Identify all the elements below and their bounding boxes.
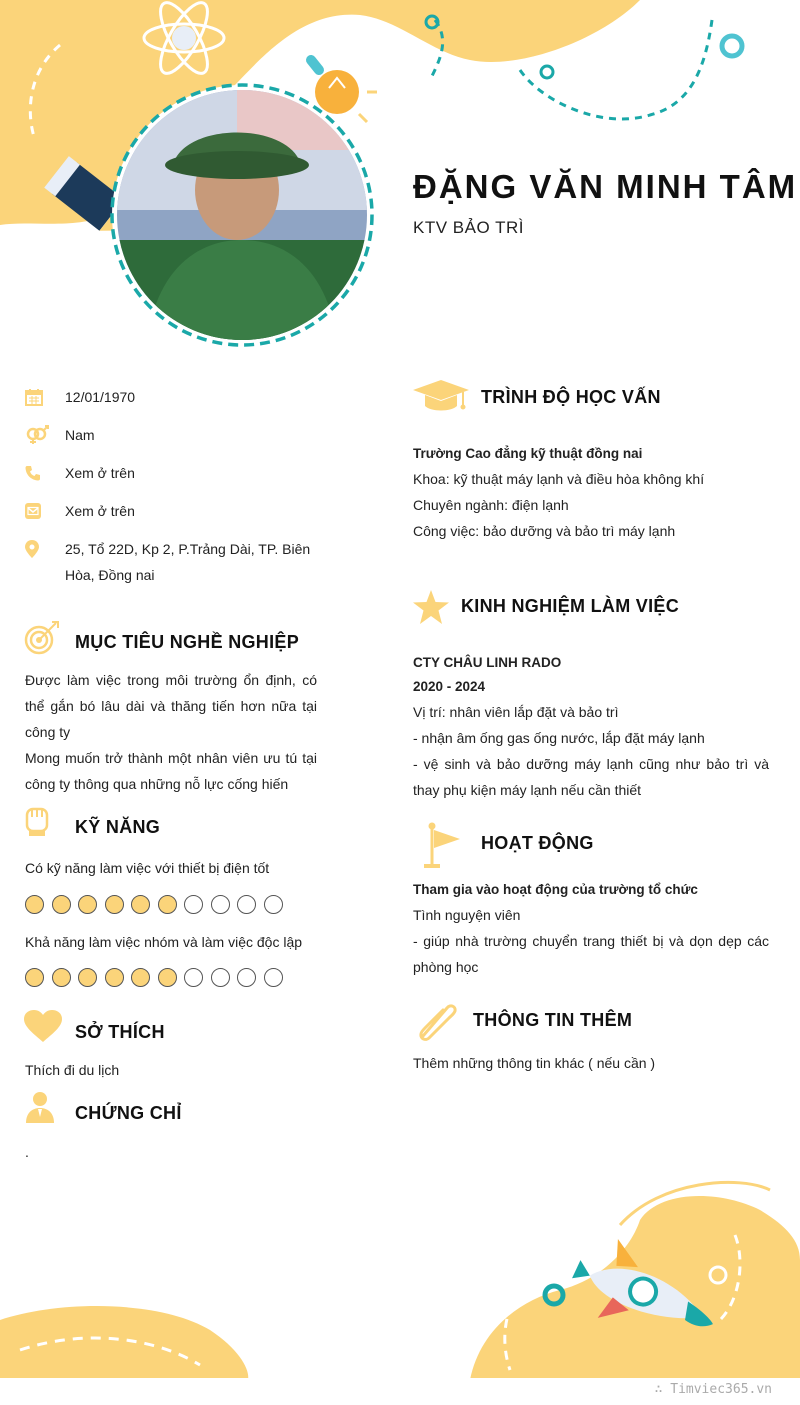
footer-brand[interactable] (655, 1382, 772, 1397)
certificates-title: CHỨNG CHỈ (75, 1103, 182, 1123)
graduation-cap-icon (413, 380, 469, 419)
brand-label: Timviec365.vn (670, 1382, 772, 1397)
gender-icon (25, 422, 65, 448)
phone-value: Xem ở trên (65, 465, 135, 481)
rating-dot-empty (264, 968, 283, 987)
experience-period: 2020 - 2024 (413, 679, 486, 694)
certificates-text: . (25, 1144, 29, 1160)
phone-icon (25, 460, 65, 486)
flag-icon (420, 822, 462, 875)
location-pin-icon (25, 536, 65, 588)
job-title: KTV BẢO TRÌ (413, 218, 524, 237)
objective-text-1: Được làm việc trong môi trường ổn định, có thể gắn bó lâu dài và thăng tiến hơn nữa tại công ty (25, 672, 317, 740)
person-icon (26, 1091, 54, 1128)
dots-icon: ∴ (654, 1382, 671, 1397)
rating-dot-empty (211, 895, 230, 914)
email-value: Xem ở trên (65, 503, 135, 519)
heart-icon (24, 1010, 62, 1047)
rating-dot-empty (211, 968, 230, 987)
hobbies-title: SỞ THÍCH (75, 1022, 165, 1042)
rating-dot-empty (237, 895, 256, 914)
fist-icon (25, 805, 49, 842)
address-row (25, 536, 315, 588)
experience-task: - nhận âm ống gas ống nước, lắp đặt máy lạnh (413, 730, 705, 746)
candidate-name: ĐẶNG VĂN MINH TÂM (413, 168, 798, 205)
rating-dot-filled (158, 968, 177, 987)
education-school: Trường Cao đẳng kỹ thuật đồng nai (413, 446, 643, 461)
rating-dot-filled (105, 968, 124, 987)
rating-dot-filled (25, 895, 44, 914)
rating-dot-filled (52, 968, 71, 987)
email-row (25, 498, 325, 524)
education-major: Chuyên ngành: điện lạnh (413, 497, 569, 513)
activities-detail: - giúp nhà trường chuyển trang thiết bị và dọn dẹp các phòng học (413, 933, 769, 975)
skill-name: Khả năng làm việc nhóm và làm việc độc lập (25, 934, 303, 950)
skills-title: KỸ NĂNG (75, 817, 161, 837)
skill-name: Có kỹ năng làm việc với thiết bị điện tốt (25, 860, 270, 876)
rating-dot-filled (105, 895, 124, 914)
rating-dot-filled (25, 968, 44, 987)
rating-dot-empty (184, 968, 203, 987)
additional-text: Thêm những thông tin khác ( nếu cần ) (413, 1055, 656, 1071)
objective-text-2: Mong muốn trở thành một nhân viên ưu tú tại công ty thông qua những nỗ lực cống hiến (25, 750, 317, 792)
envelope-icon (25, 498, 65, 524)
gender-row (25, 422, 325, 448)
experience-company: CTY CHÂU LINH RADO (413, 655, 562, 670)
experience-task: - vệ sinh và bảo dưỡng máy lạnh cũng như bảo trì và thay phụ kiện máy lạnh nếu cần thiết (413, 756, 769, 798)
hobbies-text: Thích đi du lịch (25, 1062, 120, 1078)
education-faculty: Khoa: kỹ thuật máy lạnh và điều hòa không khí (413, 471, 705, 487)
dob-value: 12/01/1970 (65, 389, 136, 405)
rating-dot-filled (78, 895, 97, 914)
star-icon (413, 590, 449, 629)
activities-role: Tình nguyện viên (413, 907, 521, 923)
skill-rating (25, 968, 283, 987)
activities-org: Tham gia vào hoạt động của trường tổ chức (413, 882, 698, 897)
education-job: Công việc: bảo dưỡng và bảo trì máy lạnh (413, 523, 676, 539)
dob-row (25, 384, 325, 410)
experience-position: Vị trí: nhân viên lắp đặt và bảo trì (413, 704, 619, 720)
phone-row (25, 460, 325, 486)
target-icon (24, 620, 60, 661)
rating-dot-filled (158, 895, 177, 914)
rating-dot-empty (264, 895, 283, 914)
rating-dot-empty (237, 968, 256, 987)
experience-title: KINH NGHIỆM LÀM VIỆC (461, 596, 680, 616)
education-title: TRÌNH ĐỘ HỌC VẤN (481, 387, 661, 407)
skill-rating (25, 895, 283, 914)
calendar-icon (25, 384, 65, 410)
rating-dot-filled (78, 968, 97, 987)
rating-dot-filled (131, 895, 150, 914)
additional-title: THÔNG TIN THÊM (473, 1010, 633, 1030)
activities-title: HOẠT ĐỘNG (481, 833, 594, 853)
objective-title: MỤC TIÊU NGHỀ NGHIỆP (75, 632, 300, 652)
rating-dot-filled (52, 895, 71, 914)
address-value: 25, Tổ 22D, Kp 2, P.Trảng Dài, TP. Biên Hòa, Đồng nai (65, 541, 311, 583)
rating-dot-filled (131, 968, 150, 987)
paperclip-icon (415, 1000, 459, 1047)
profile-photo (117, 90, 367, 340)
gender-value: Nam (65, 427, 95, 443)
rating-dot-empty (184, 895, 203, 914)
